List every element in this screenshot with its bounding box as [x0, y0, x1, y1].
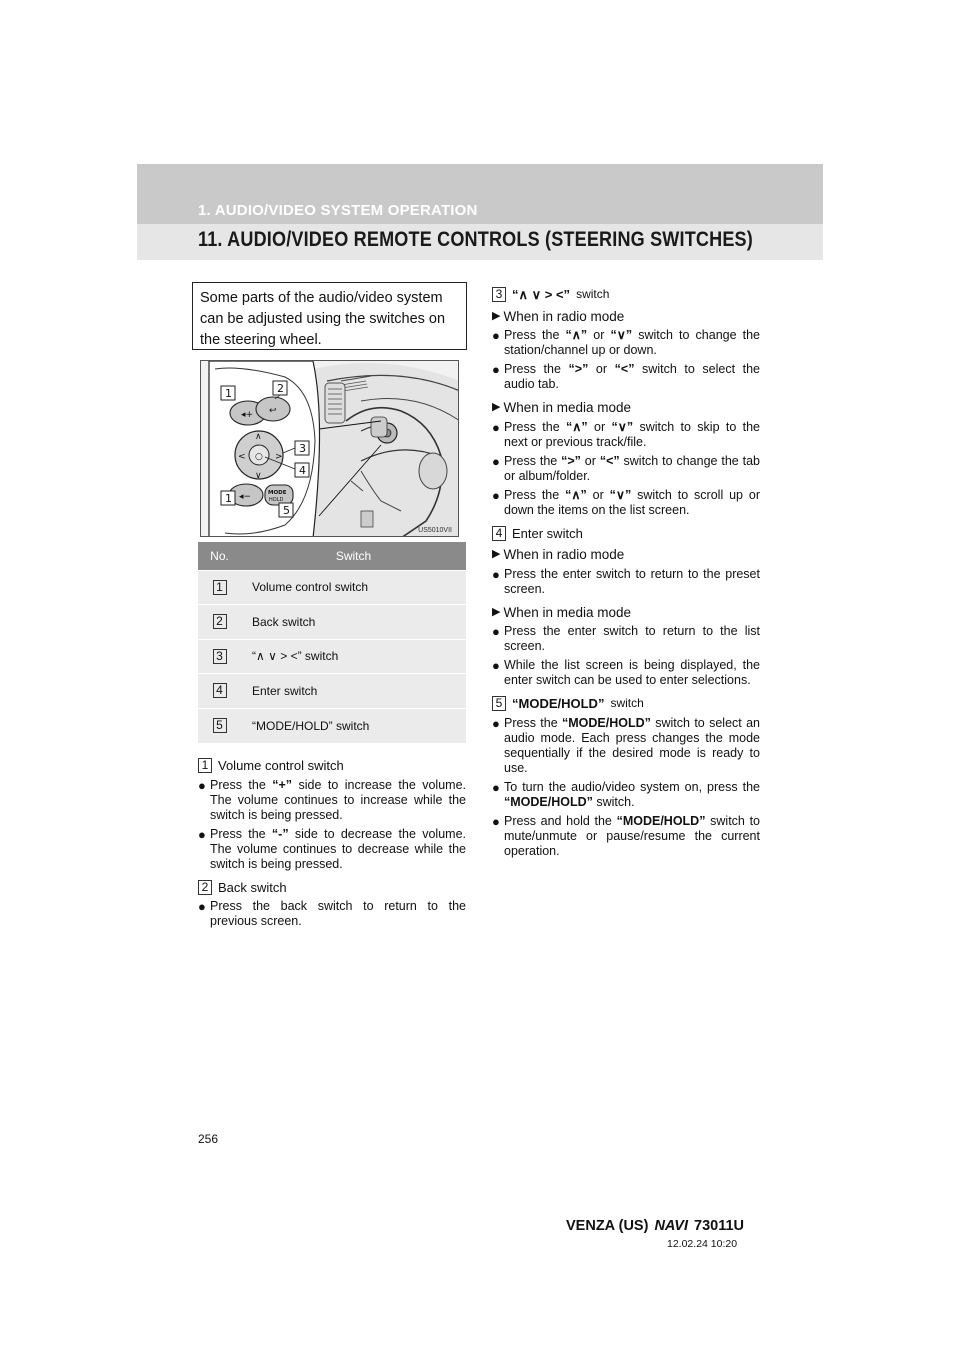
svg-text:◂−: ◂−: [239, 492, 252, 502]
bullet-list: [492, 420, 760, 518]
section-label: 1. AUDIO/VIDEO SYSTEM OPERATION: [198, 202, 478, 219]
svg-text:<: <: [238, 452, 246, 462]
mode-heading: ▶ When in radio mode: [492, 547, 625, 562]
list-item: ● Press the “>” or “<” switch to change the tab or album/folder.: [492, 453, 761, 483]
list-item: ● Press the back switch to return to the previous screen.: [198, 899, 466, 928]
list-item: ● Press the enter switch to return to the preset screen.: [492, 566, 760, 596]
list-item: ● Press the “+” side to increase the volume. The volume continues to increase while the switch is being pressed.: [198, 777, 466, 822]
table-cell-switch: Back switch: [241, 605, 466, 640]
list-item: ● Press the enter switch to return to the list screen.: [492, 624, 760, 653]
section-heading-mode-hold: [492, 696, 760, 712]
right-column: [492, 287, 760, 867]
number-badge: 3: [492, 287, 506, 302]
table-cell-switch: Volume control switch: [241, 570, 466, 605]
svg-text:1: 1: [225, 492, 232, 505]
table-header-row: [198, 542, 466, 570]
number-badge: 5: [213, 718, 227, 733]
table-cell-switch: Enter switch: [241, 674, 466, 709]
triangle-right-icon: ▶: [492, 605, 501, 618]
list-item: ● Press and hold the “MODE/HOLD” switch to mute/unmute or pause/resume the current operation.: [492, 813, 760, 858]
triangle-right-icon: ▶: [492, 548, 501, 560]
svg-text:∧: ∧: [255, 432, 262, 442]
section-title: switch: [610, 696, 644, 710]
number-badge: 4: [492, 526, 506, 541]
section-title-bold: “MODE/HOLD”: [512, 696, 605, 711]
model-code: 73011U: [694, 1218, 745, 1234]
number-badge: 1: [198, 758, 212, 773]
page-title: 11. AUDIO/VIDEO REMOTE CONTROLS (STEERING SWITCHES): [198, 228, 753, 251]
list-item: ● Press the “>” or “<” switch to select the audio tab.: [492, 362, 761, 391]
section-title-bold: “∧ ∨ > <”: [512, 287, 571, 302]
bullet-list: [492, 328, 760, 392]
list-item: ● Press the “∧” or “∨” switch to skip to the next or previous track/file.: [492, 419, 760, 449]
section-heading-enter: [492, 526, 760, 542]
number-badge: 2: [198, 880, 212, 895]
list-item: ● Press the “∧” or “∨” switch to scroll up or down the items on the list screen.: [492, 487, 761, 517]
table-cell-switch: “∧ ∨ > <” switch: [241, 639, 466, 674]
figure-code: US5010VII: [418, 527, 452, 534]
switch-table: [198, 542, 466, 743]
table-row: [198, 674, 466, 709]
list-item: ● Press the “-” side to decrease the volume. The volume continues to decrease while the switch is being pressed.: [198, 826, 466, 871]
list-item: ● Press the “∧” or “∨” switch to change the station/channel up or down.: [492, 328, 761, 357]
table-row: [198, 570, 466, 605]
section-heading-volume: [198, 758, 466, 774]
svg-text:>: >: [275, 452, 283, 462]
triangle-right-icon: ▶: [492, 309, 501, 322]
svg-text:○: ○: [255, 452, 263, 462]
svg-text:∨: ∨: [255, 471, 262, 481]
col-header-switch: Switch: [241, 542, 466, 570]
table-row: [198, 639, 466, 674]
number-badge: 4: [213, 683, 227, 698]
footer-date: 12.02.24 10:20: [667, 1238, 738, 1250]
table-row: [198, 708, 466, 743]
section-heading-arrows: [492, 287, 760, 303]
svg-text:3: 3: [299, 442, 306, 455]
steering-switch-figure: [200, 360, 459, 537]
number-badge: 5: [492, 696, 506, 711]
number-badge: 3: [213, 649, 227, 664]
list-item: ● While the list screen is being displayed, the enter switch can be used to enter selections.: [492, 658, 760, 687]
list-item: ● To turn the audio/video system on, press the “MODE/HOLD” switch.: [492, 779, 760, 809]
svg-text:1: 1: [225, 387, 232, 400]
svg-text:HOLD: HOLD: [269, 497, 284, 503]
mode-heading: ▶ When in media mode: [492, 400, 632, 415]
left-column: [198, 758, 466, 937]
section-title: Volume control switch: [218, 758, 344, 773]
section-title: switch: [576, 287, 610, 301]
page-number: 256: [198, 1132, 219, 1146]
intro-box: Some parts of the audio/video system can be adjusted using the switches on the steering wheel.: [192, 282, 467, 350]
navi-label: NAVI: [654, 1218, 689, 1234]
bullet-list: [198, 899, 466, 929]
svg-text:4: 4: [299, 464, 306, 477]
model-name: VENZA (US): [566, 1218, 649, 1234]
svg-text:5: 5: [283, 504, 290, 517]
list-item: ● Press the “MODE/HOLD” switch to select an audio mode. Each press changes the mode sequentially if the desired mode is ready to use.: [492, 715, 760, 775]
number-badge: 1: [213, 580, 227, 595]
bullet-list: [198, 778, 466, 872]
section-title: Back switch: [218, 879, 287, 895]
mode-heading: ▶ When in radio mode: [492, 308, 625, 324]
svg-text:↩: ↩: [269, 406, 277, 416]
steering-wheel-illustration: [201, 361, 459, 537]
triangle-right-icon: ▶: [492, 401, 501, 413]
bullet-list: [492, 624, 760, 688]
number-badge: 2: [213, 614, 227, 629]
footer-model: [566, 1218, 744, 1234]
section-title: Enter switch: [512, 525, 583, 541]
col-header-no: No.: [198, 542, 241, 570]
table-cell-switch: “MODE/HOLD” switch: [241, 708, 466, 743]
mode-heading: ▶ When in media mode: [492, 604, 632, 620]
bullet-list: [492, 567, 760, 597]
table-row: [198, 605, 466, 640]
bullet-list: [492, 716, 760, 859]
svg-text:MODE: MODE: [268, 490, 287, 496]
section-heading-back: [198, 880, 466, 896]
svg-text:2: 2: [277, 382, 284, 395]
svg-text:◂+: ◂+: [241, 410, 254, 420]
